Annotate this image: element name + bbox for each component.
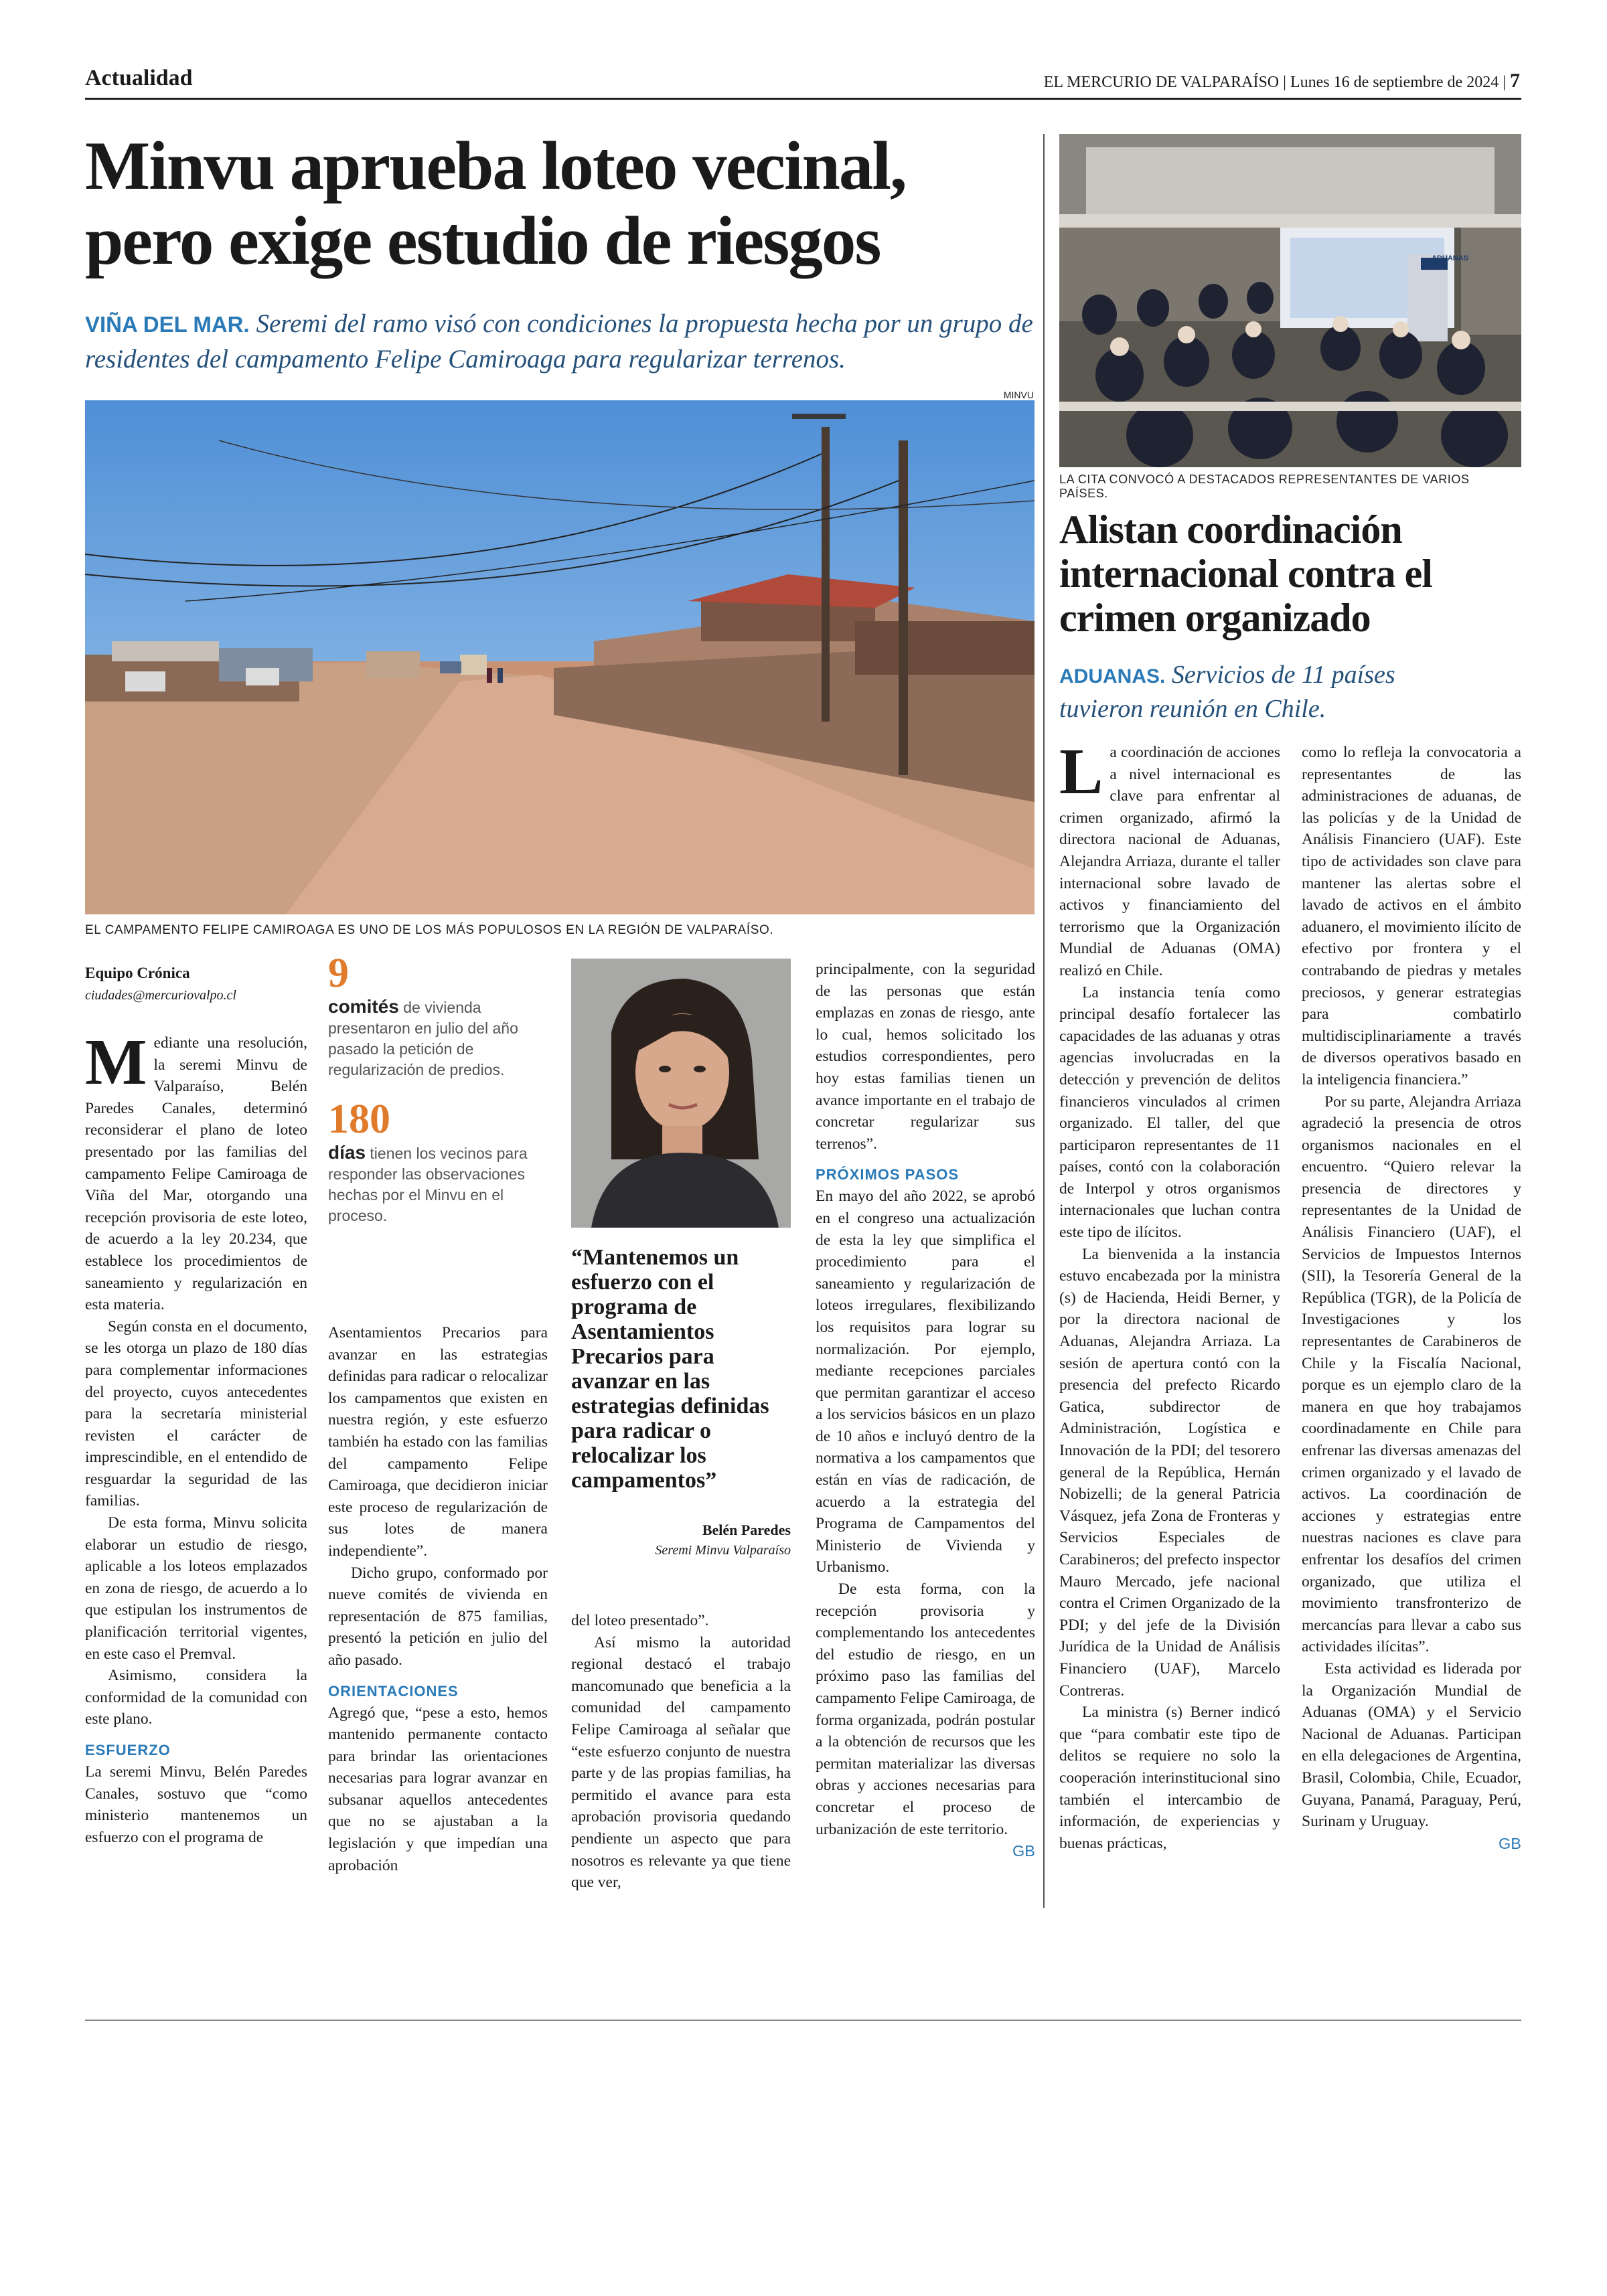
side-column-2: [1302, 742, 1521, 1854]
side-headline-line-3: crimen organizado: [1059, 596, 1371, 640]
main-column-2: [328, 1322, 548, 1876]
stat-word-dias: días: [328, 1142, 366, 1163]
main-deck: [85, 307, 1049, 377]
main-drop-cap: M: [85, 1026, 147, 1098]
side-drop-cap: L: [1059, 736, 1103, 808]
side-col1-p1: a coordinación de acciones a nivel internacional es clave para enfrentar al crimen organizado, afirmó la directora nacional de Aduanas, Alejandra Arriaza, durante el taller internacional sobre lavado de activos y financiamiento del terrorismo que la Organización Mundial de Aduanas (OMA) realizó en Chile.: [1059, 744, 1280, 979]
side-deck-place: ADUANAS.: [1059, 665, 1166, 687]
camp-photo: [85, 400, 1035, 914]
side-photo-banner: ADUANAS: [1432, 254, 1468, 262]
main-deck-text: Seremi del ramo visó con condiciones la propuesta hecha por un grupo de residentes del campamento Felipe Camiroaga para regularizar terrenos.: [85, 309, 1033, 374]
column-separator: [1043, 134, 1045, 1908]
main-col4-p2: En mayo del año 2022, se aprobó en el congreso una actualización de esta la ley que simplifica el procedimiento para el saneamiento y regularización de loteos irregulares, flexibilizando los requisitos para lograr su normalización. Por ejemplo, mediante recepciones parciales que permitan garantizar el acceso a los servicios básicos en un plazo de 10 años e incluyó dentro de la normativa a los campamentos que están en vías de radicación, de acuerdo a la estrategia del Programa de Campamentos del Ministerio de Vivienda y Urbanismo.: [816, 1187, 1035, 1576]
side-photo-caption: LA CITA CONVOCÓ A DESTACADOS REPRESENTANTES DE VARIOS PAÍSES.: [1059, 473, 1470, 500]
main-col1-p3: De esta forma, Minvu solicita elaborar un estudio de riesgo, aplicable a los loteos emplazados en zona de riesgo, de acuerdo a lo que estipulan los instrumentos de planificación territorial vigentes, en este caso el Premval.: [85, 1514, 307, 1663]
side-deck-text-2: tuvieron reunión en Chile.: [1059, 695, 1326, 723]
header-rule: [85, 98, 1521, 100]
main-col2-p2: Dicho grupo, conformado por nueve comités de vivienda en representación de 875 familias, presentó la petición en julio del año pasado.: [328, 1564, 548, 1669]
main-col4-p3: De esta forma, con la recepción provisoria y complementando los antecedentes del estudio de riesgo, en un próximo paso las familias del campamento Felipe Camiroaga, de forma organizada, podrán postular a la obtención de recursos que les permitan materializar las diversas obras y acciones necesarias para concretar el proceso de urbanización de este territorio.: [816, 1580, 1035, 1838]
main-headline: [85, 129, 1049, 278]
side-end-mark-icon: GB: [1499, 1834, 1521, 1852]
side-deck-text-1: Servicios de 11 países: [1171, 661, 1395, 689]
side-col1-p3: La bienvenida a la instancia estuvo encabezada por la ministra (s) de Hacienda, Heidi Berner, y por la directora nacional de Aduanas, Alejandra Arriaza. La sesión de apertura contó con la presencia del prefecto Ricardo Gatica, subdirector de Administración, Logística e Innovación de la PDI; del tesorero general de la República, Hernán Nobizelli; de la general Patricia Vásquez, jefa Zona de Fronteras y Servicios Especiales de Carabineros; del prefecto inspector Mauro Mercado, jefe nacional contra el Crimen Organizado de la PDI; y del jefe de la División Jurídica de la Unidad de Análisis Financiero (UAF), Marcelo Contreras.: [1059, 1245, 1280, 1700]
quote-name: Belén Paredes: [702, 1522, 791, 1538]
newspaper-name: EL MERCURIO DE VALPARAÍSO: [1043, 74, 1280, 91]
section-label: Actualidad: [85, 66, 193, 90]
photo-credit: MINVU: [1003, 390, 1034, 400]
stat-box-committees: [328, 951, 541, 1226]
side-headline-line-2: internacional contra el: [1059, 552, 1432, 596]
main-deck-place: VIÑA DEL MAR.: [85, 312, 250, 337]
stat-number-180: 180: [328, 1096, 390, 1142]
main-headline-line-1: Minvu aprueba loteo vecinal,: [85, 128, 906, 204]
side-column-1: [1059, 736, 1280, 1854]
side-col1-p4: La ministra (s) Berner indicó que “para combatir este tipo de delitos se requiere no solo la cooperación interinstitucional sino también el intercambio de información, de experiencias y buenas prácticas,: [1059, 1704, 1280, 1852]
main-col1-p4: Asimismo, considera la conformidad de la comunidad con este plano.: [85, 1667, 307, 1728]
stat-text-comites: de vivienda presentaron en julio del año pasado la petición de regularización de predios.: [328, 999, 518, 1078]
main-col3-p2: Así mismo la autoridad regional destacó el trabajo mancomunado que beneficia a la comunidad del campamento Felipe Camiroaga al señalar que “este esfuerzo conjunto de nuestra parte y de las propias familias, ha permitido el avance para esta aprobación provisoria quedando pendiente un aspecto que para nosotros es relevante ya que tiene que ver,: [571, 1633, 791, 1892]
main-headline-line-2: pero exige estudio de riesgos: [85, 203, 881, 279]
main-col2-p3: Agregó que, “pese a esto, hemos mantenido permanente contacto para brindar las orientaciones necesarias para lograr avanzar en subsanar aquellos antecedentes que no se ajustaban a la legislación y que impedían una aprobación: [328, 1704, 548, 1874]
main-column-3: [571, 1610, 791, 1894]
end-mark-icon: GB: [1012, 1842, 1035, 1860]
byline-name: Equipo Crónica: [85, 965, 190, 981]
main-col1-p1: ediante una resolución, la seremi Minvu de Valparaíso, Belén Paredes Canales, determinó reconsiderar el plano de loteo presentado por las familias del campamento Felipe Camiroaga de Viña del Mar, otorgando una recepción provisoria de este loteo, de acuerdo a la ley 20.234, que establece los procedimientos de saneamiento y regularización en esta materia.: [85, 1034, 307, 1314]
pull-quote: “Mantenemos un esfuerzo con el programa de Asentamientos Precarios para avanzar en las estrategias definidas para radicar o relocalizar los campamentos”: [571, 1245, 769, 1493]
side-col2-p2: Por su parte, Alejandra Arriaza agradeció la presencia de otros organismos nacionales en el encuentro. “Quiero relevar la presencia de directores y representantes de la Unidad de Análisis Financiero (UAF), el Servicios de Impuestos Internos (SII), la Tesorería General de la República (TGR), de la Policía de Investigaciones y los representantes de Carabineros de Chile y la Fiscalía Nacional, porque es un ejemplo claro de la manera en que hoy trabajamos coordinadamente en Chile para enfrenar las diversas amenazas del crimen organizado y el lavado de activos. La coordinación de acciones y estrategias entre nuestras naciones es clave para enfrentar los desafíos del crimen organizado, que utiliza el movimiento transfronterizo de mercancías para llevar a cabo sus actividades ilícitas”.: [1302, 1092, 1521, 1656]
page-header-info: EL MERCURIO DE VALPARAÍSO | Lunes 16 de septiembre de 2024 | 7: [1043, 70, 1520, 92]
main-col2-p1: Asentamientos Precarios para avanzar en las estrategias definidas para radicar o relocalizar los campamentos que existen en nuestra región, y este esfuerzo también ha estado con las familias del campamento Felipe Camiroaga, que decidieron iniciar este proceso de regularización de sus lotes de manera independiente”.: [328, 1324, 548, 1560]
kicker-esfuerzo: ESFUERZO: [85, 1742, 171, 1758]
side-deck: [1059, 659, 1521, 725]
side-col2-p1: como lo refleja la convocatoria a representantes de las administraciones de aduanas, de las policías y de la Unidad de Análisis Financiero (UAF). Este tipo de actividades son clave para mantener las alertas sobre el lavado de activos en el ámbito aduanero, el movimiento ilícito de efectivo por frontera y el contrabando de piedras y metales preciosos, y generar estrategias para combatirlo multidisciplinariamente a través de diversos operativos basado en la inteligencia financiera.”: [1302, 744, 1521, 1088]
side-col2-p3: Esta actividad es liderada por la Organización Mundial de Aduanas (OMA) y el Servicio Nacional de Aduanas. Participan en ella delegaciones de Argentina, Brasil, Colombia, Chile, Ecuador, Guyana, Panamá, Paraguay, Perú, Surinam y Uruguay.: [1302, 1659, 1521, 1831]
byline-email: ciudades@mercuriovalpo.cl: [85, 988, 236, 1003]
side-headline: [1059, 507, 1521, 640]
side-col1-p2: La instancia tenía como principal desafío fortalecer las capacidades de las aduanas y otras agencias involucradas en la detección y prevención de delitos financieros vinculados al crimen organizado. El taller, del que participaron representantes de 11 países, contó con la colaboración de Interpol y otros organismos internacionales que luchan contra este tipo de ilícitos.: [1059, 983, 1280, 1242]
main-column-1: [85, 1026, 307, 1848]
main-col1-p5: La seremi Minvu, Belén Paredes Canales, sostuvo que “como ministerio mantenemos un esfuerzo con el programa de: [85, 1763, 307, 1846]
portrait-photo: [571, 959, 791, 1228]
side-headline-line-1: Alistan coordinación: [1059, 507, 1402, 552]
quote-role: Seremi Minvu Valparaíso: [655, 1543, 791, 1558]
main-col4-p1: principalmente, con la seguridad de las personas que están emplazas en zonas de riesgo, ante lo cual, hemos solicitado los estudios correspondientes, pero hoy estas familias tienen un avance importante en el trabajo de concretar regularizar sus terrenos”.: [816, 961, 1035, 1153]
kicker-orientaciones: ORIENTACIONES: [328, 1682, 459, 1700]
main-col3-p1: del loteo presentado”.: [571, 1612, 709, 1629]
issue-date: Lunes 16 de septiembre de 2024: [1290, 74, 1499, 91]
conference-photo: [1059, 134, 1521, 467]
stat-word-comites: comités: [328, 996, 399, 1017]
kicker-proximos-pasos: PRÓXIMOS PASOS: [816, 1166, 960, 1183]
page-number: 7: [1510, 70, 1520, 92]
stat-number-9: 9: [328, 951, 349, 996]
main-photo-caption: EL CAMPAMENTO FELIPE CAMIROAGA ES UNO DE LOS MÁS POPULOSOS EN LA REGIÓN DE VALPARAÍSO.: [85, 923, 774, 937]
main-col1-p2: Según consta en el documento, se les otorga un plazo de 180 días para complementar informaciones del proyecto, cuyos antecedentes para la secretaría ministerial revisten el carácter de imprescindible, en el entendido de resguardar la seguridad de las familias.: [85, 1317, 307, 1510]
stat-text-dias: tienen los vecinos para responder las observaciones hechas por el Minvu en el proceso.: [328, 1145, 528, 1224]
main-column-4: [816, 959, 1035, 1862]
footer-rule: [85, 2020, 1521, 2021]
